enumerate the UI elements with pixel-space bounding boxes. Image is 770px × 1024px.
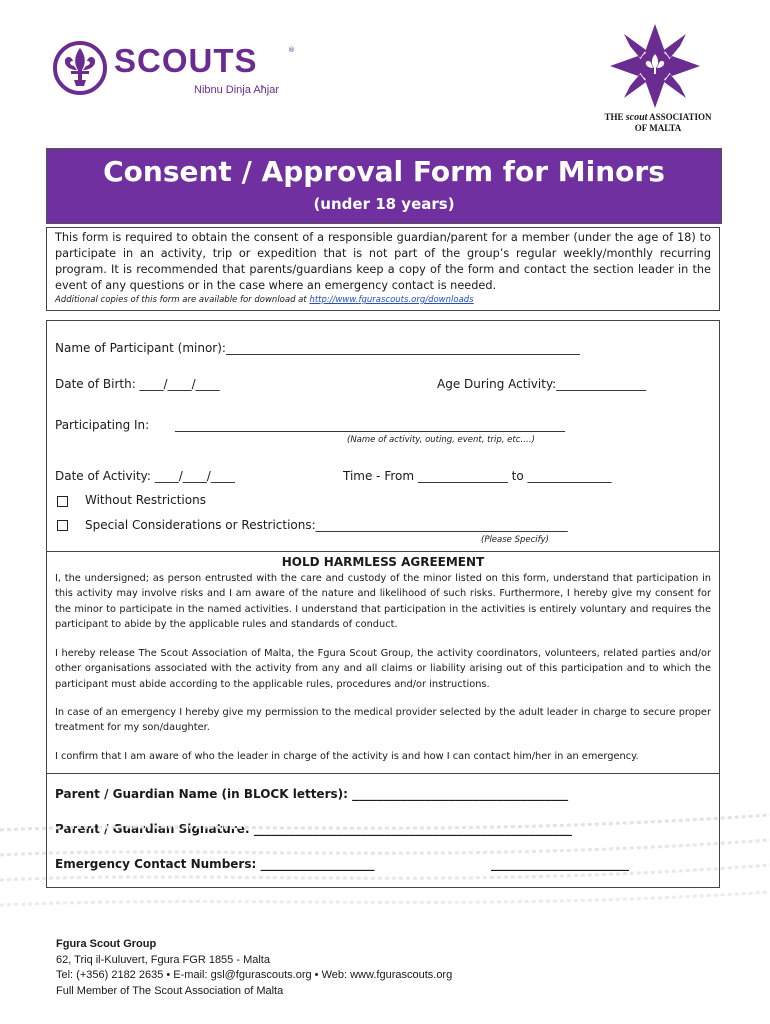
association-logo	[578, 24, 726, 140]
download-link[interactable]: http://www.fgurascouts.org/downloads	[309, 295, 474, 305]
date-of-activity-field[interactable]: Date of Activity: ____/____/____	[55, 469, 235, 483]
guardian-signature-field[interactable]: Parent / Guardian Signature: _____________________________________________________	[55, 822, 572, 836]
download-note: Additional copies of this form are available for download at http://www.fgurascouts.org/downloads	[55, 295, 474, 305]
registered-mark: ®	[288, 46, 295, 54]
maltese-cross-icon	[610, 24, 700, 108]
date-of-birth-field[interactable]: Date of Birth: ____/____/____	[55, 377, 220, 391]
without-restrictions-label: Without Restrictions	[85, 493, 206, 507]
agreement-paragraph-1: I, the undersigned; as person entrusted with the care and custody of the minor listed on this form, understand that participation in this activity may involve risks and I am aware of the nature and likelihood of such risks. Furthermore, I hereby give my consent for the minor to participate in the named activities. I understand that participation in the activities is entirely voluntary and requires the participant to abide by the applicable rules and standards of conduct.	[55, 573, 711, 630]
specify-note: (Please Specify)	[481, 535, 549, 545]
participating-note: (Name of activity, outing, event, trip, etc….)	[347, 435, 535, 445]
agreement-paragraph-2: I hereby release The Scout Association of Malta, the Fgura Scout Group, the activity coordinators, volunteers, related parties and/or other organisations associated with the activity from any and all claims or liability arising out of this participation and to which the participant must abide according to the applicable rules, procedures and/or instructions.	[55, 648, 711, 690]
title-banner	[46, 148, 722, 224]
scouts-wordmark: SCOUTS	[114, 42, 258, 79]
decorative-waves	[0, 800, 770, 920]
footer	[56, 937, 452, 999]
participating-in-field[interactable]: _________________________________________________________________	[175, 418, 565, 432]
form-title: Consent / Approval Form for Minors	[103, 155, 665, 188]
emergency-contact-field-2[interactable]: _______________________	[491, 857, 629, 871]
time-range-field[interactable]: Time - From _______________ to ______________	[343, 469, 612, 483]
age-during-activity-field[interactable]: Age During Activity:_______________	[437, 377, 647, 391]
guardian-name-field[interactable]: Parent / Guardian Name (in BLOCK letters): ____________________________________	[55, 787, 569, 801]
agreement-paragraph-4: I confirm that I am aware of who the leader in charge of the activity is and how I can contact him/her in an emergency.	[55, 751, 639, 762]
participant-name-field[interactable]: Name of Participant (minor):___________________________________________________________	[55, 341, 580, 355]
intro-text: This form is required to obtain the consent of a responsible guardian/parent for a member (under the age of 18) to participate in an activity, trip or expedition that is not part of the group’s regular weekly/monthly recurring program. It is recommended that parents/guardians keep a copy of the form and contact the section leader in the event of any questions or in the case where an emergency contact is needed.	[55, 231, 711, 292]
signature-divider	[47, 773, 719, 774]
section-divider	[47, 551, 719, 552]
association-name: THE scout ASSOCIATION OF MALTA	[604, 112, 712, 133]
intro-box	[46, 227, 720, 311]
agreement-paragraph-3: In case of an emergency I hereby give my permission to the medical provider selected by the adult leader in charge to secure proper treatment for my son/daughter.	[55, 707, 711, 734]
special-considerations-field[interactable]: Special Considerations or Restrictions:__________________________________________	[85, 518, 568, 532]
footer-contact: Tel: (+356) 2182 2635 • E-mail: gsl@fgurascouts.org • Web: www.fgurascouts.org	[56, 969, 453, 981]
scouts-logo	[52, 40, 312, 104]
form-subtitle: (under 18 years)	[313, 195, 455, 213]
special-considerations-checkbox[interactable]	[57, 520, 68, 531]
without-restrictions-checkbox[interactable]	[57, 496, 68, 507]
fleur-de-lis-icon	[52, 40, 108, 96]
scouts-tagline: Nibnu Dinja Aħjar	[194, 84, 279, 96]
footer-membership: Full Member of The Scout Association of Malta	[56, 984, 284, 997]
footer-address: 62, Triq il-Kuluvert, Fgura FGR 1855 - Malta	[56, 953, 270, 966]
emergency-contact-field[interactable]: Emergency Contact Numbers: ___________________	[55, 857, 375, 871]
footer-group-name: Fgura Scout Group	[56, 938, 157, 950]
agreement-title: HOLD HARMLESS AGREEMENT	[281, 555, 485, 569]
participating-in-label: Participating In:	[55, 418, 150, 432]
